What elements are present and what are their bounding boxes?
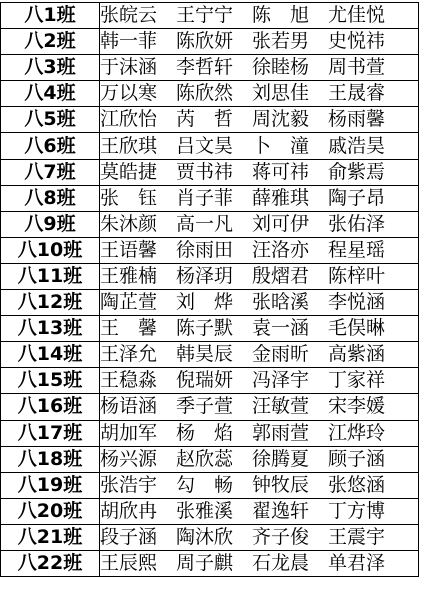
student-names-cell — [100, 185, 419, 211]
student-name: 陶沐欣 — [176, 525, 234, 548]
student-name: 江烨玲 — [328, 421, 386, 444]
student-name: 尤佳悦 — [328, 4, 386, 27]
student-name: 程星瑶 — [328, 238, 386, 261]
student-name: 周沈毅 — [252, 108, 310, 131]
student-name: 李悦涵 — [328, 291, 386, 314]
student-names-cell — [100, 211, 419, 237]
student-name: 江欣怡 — [100, 108, 158, 131]
student-name: 史悦祎 — [328, 30, 386, 53]
student-name: 冯泽宇 — [252, 369, 310, 392]
student-names-cell — [100, 472, 419, 498]
table-row — [1, 472, 419, 498]
student-name: 韩一菲 — [100, 30, 158, 53]
student-names-cell — [100, 263, 419, 289]
table-row — [1, 185, 419, 211]
table-row — [1, 159, 419, 185]
table-row — [1, 550, 419, 576]
student-name: 肖子菲 — [176, 186, 234, 209]
student-name: 胡加军 — [100, 421, 158, 444]
class-name-cell: 八17班 — [1, 420, 100, 446]
student-name: 陈子默 — [176, 317, 234, 340]
student-name: 张雅溪 — [176, 499, 234, 522]
student-name: 俞紫焉 — [328, 160, 386, 183]
student-name: 陈欣妍 — [176, 30, 234, 53]
student-name: 张皖云 — [100, 4, 158, 27]
student-name: 汪敏萱 — [252, 395, 310, 418]
student-name: 高一凡 — [176, 212, 234, 235]
table-row — [1, 263, 419, 289]
table-row — [1, 420, 419, 446]
student-name: 陶子昂 — [328, 186, 386, 209]
student-names-cell — [100, 342, 419, 368]
class-name-cell: 八20班 — [1, 498, 100, 524]
student-name: 张浩宇 — [100, 473, 158, 496]
table-row — [1, 81, 419, 107]
student-names-cell — [100, 420, 419, 446]
student-name: 刘可伊 — [252, 212, 310, 235]
class-name-cell: 八1班 — [1, 3, 100, 29]
student-name: 毛俣晽 — [328, 317, 386, 340]
class-name-cell: 八14班 — [1, 342, 100, 368]
class-name-cell: 八13班 — [1, 316, 100, 342]
student-name: 韩昊辰 — [176, 343, 234, 366]
student-names-cell — [100, 133, 419, 159]
student-name: 胡欣冉 — [100, 499, 158, 522]
student-name: 杨兴源 — [100, 447, 158, 470]
student-name: 高紫涵 — [328, 343, 386, 366]
student-name: 徐腾夏 — [252, 447, 310, 470]
table-row — [1, 316, 419, 342]
table-row — [1, 3, 419, 29]
student-name: 汪洛亦 — [252, 238, 310, 261]
student-name: 顾子涵 — [328, 447, 386, 470]
student-names-cell — [100, 29, 419, 55]
table-row — [1, 290, 419, 316]
student-name: 卜 潼 — [252, 134, 310, 157]
table-row — [1, 211, 419, 237]
table-row — [1, 368, 419, 394]
student-name: 单君泽 — [328, 552, 386, 575]
student-names-cell — [100, 55, 419, 81]
table-row — [1, 394, 419, 420]
table-row — [1, 237, 419, 263]
table-row — [1, 29, 419, 55]
table-row — [1, 498, 419, 524]
roster-body — [1, 3, 419, 577]
student-name: 贾书祎 — [176, 160, 234, 183]
student-name: 王泽允 — [100, 343, 158, 366]
class-name-cell: 八21班 — [1, 524, 100, 550]
student-name: 徐雨田 — [176, 238, 234, 261]
student-names-cell — [100, 237, 419, 263]
student-name: 于沫涵 — [100, 56, 158, 79]
student-name: 莫皓捷 — [100, 160, 158, 183]
class-name-cell: 八7班 — [1, 159, 100, 185]
class-name-cell: 八15班 — [1, 368, 100, 394]
student-name: 倪瑞妍 — [176, 369, 234, 392]
student-name: 戚浩昊 — [328, 134, 386, 157]
student-names-cell — [100, 524, 419, 550]
class-name-cell: 八16班 — [1, 394, 100, 420]
class-name-cell: 八12班 — [1, 290, 100, 316]
class-name-cell: 八3班 — [1, 55, 100, 81]
student-names-cell — [100, 394, 419, 420]
student-name: 陈 旭 — [252, 4, 310, 27]
student-name: 勾 畅 — [176, 473, 234, 496]
student-name: 张 钰 — [100, 186, 158, 209]
class-name-cell: 八2班 — [1, 29, 100, 55]
class-name-cell: 八6班 — [1, 133, 100, 159]
class-name-cell: 八8班 — [1, 185, 100, 211]
student-names-cell — [100, 107, 419, 133]
student-name: 万以寒 — [100, 82, 158, 105]
class-name-cell: 八5班 — [1, 107, 100, 133]
student-name: 季子萱 — [176, 395, 234, 418]
student-names-cell — [100, 498, 419, 524]
class-roster-table — [0, 2, 419, 577]
class-name-cell: 八4班 — [1, 81, 100, 107]
student-name: 张佑泽 — [328, 212, 386, 235]
student-name: 翟逸轩 — [252, 499, 310, 522]
student-names-cell — [100, 3, 419, 29]
student-name: 张若男 — [252, 30, 310, 53]
student-name: 朱沐颜 — [100, 212, 158, 235]
student-name: 陶芷萱 — [100, 291, 158, 314]
student-name: 钟牧辰 — [252, 473, 310, 496]
student-name: 芮 哲 — [176, 108, 234, 131]
student-name: 段子涵 — [100, 525, 158, 548]
student-name: 周书萱 — [328, 56, 386, 79]
table-row — [1, 342, 419, 368]
student-names-cell — [100, 316, 419, 342]
student-name: 赵欣蕊 — [176, 447, 234, 470]
student-name: 薛雅琪 — [252, 186, 310, 209]
student-name: 袁一涵 — [252, 317, 310, 340]
student-names-cell — [100, 368, 419, 394]
student-name: 王 馨 — [100, 317, 158, 340]
table-row — [1, 446, 419, 472]
student-name: 刘 烨 — [176, 291, 234, 314]
table-row — [1, 107, 419, 133]
student-name: 王晟睿 — [328, 82, 386, 105]
student-name: 杨语涵 — [100, 395, 158, 418]
student-name: 王稳淼 — [100, 369, 158, 392]
student-name: 刘思佳 — [252, 82, 310, 105]
student-name: 丁方博 — [328, 499, 386, 522]
student-name: 周子麒 — [176, 552, 234, 575]
table-row — [1, 524, 419, 550]
student-name: 王欣琪 — [100, 134, 158, 157]
student-names-cell — [100, 159, 419, 185]
student-name: 张晗溪 — [252, 291, 310, 314]
student-name: 郭雨萱 — [252, 421, 310, 444]
student-name: 丁家祥 — [328, 369, 386, 392]
class-name-cell: 八22班 — [1, 550, 100, 576]
student-name: 齐子俊 — [252, 525, 310, 548]
class-name-cell: 八18班 — [1, 446, 100, 472]
student-name: 徐睦杨 — [252, 56, 310, 79]
class-name-cell: 八9班 — [1, 211, 100, 237]
student-name: 殷熠君 — [252, 264, 310, 287]
student-names-cell — [100, 446, 419, 472]
student-name: 陈梓叶 — [328, 264, 386, 287]
student-name: 李哲轩 — [176, 56, 234, 79]
student-name: 宋李媛 — [328, 395, 386, 418]
student-name: 吕文昊 — [176, 134, 234, 157]
student-name: 杨泽玥 — [176, 264, 234, 287]
class-name-cell: 八19班 — [1, 472, 100, 498]
student-name: 张悠涵 — [328, 473, 386, 496]
table-row — [1, 133, 419, 159]
student-name: 王辰熙 — [100, 552, 158, 575]
class-name-cell: 八11班 — [1, 263, 100, 289]
student-name: 石龙晨 — [252, 552, 310, 575]
student-name: 杨雨馨 — [328, 108, 386, 131]
class-name-cell: 八10班 — [1, 237, 100, 263]
student-names-cell — [100, 290, 419, 316]
student-name: 王语馨 — [100, 238, 158, 261]
student-name: 蒋可祎 — [252, 160, 310, 183]
table-row — [1, 55, 419, 81]
student-name: 王雅楠 — [100, 264, 158, 287]
student-name: 杨 焰 — [176, 421, 234, 444]
student-name: 王宁宁 — [176, 4, 234, 27]
student-names-cell — [100, 550, 419, 576]
student-name: 金雨昕 — [252, 343, 310, 366]
student-names-cell — [100, 81, 419, 107]
student-name: 陈欣然 — [176, 82, 234, 105]
student-name: 王震宇 — [328, 525, 386, 548]
